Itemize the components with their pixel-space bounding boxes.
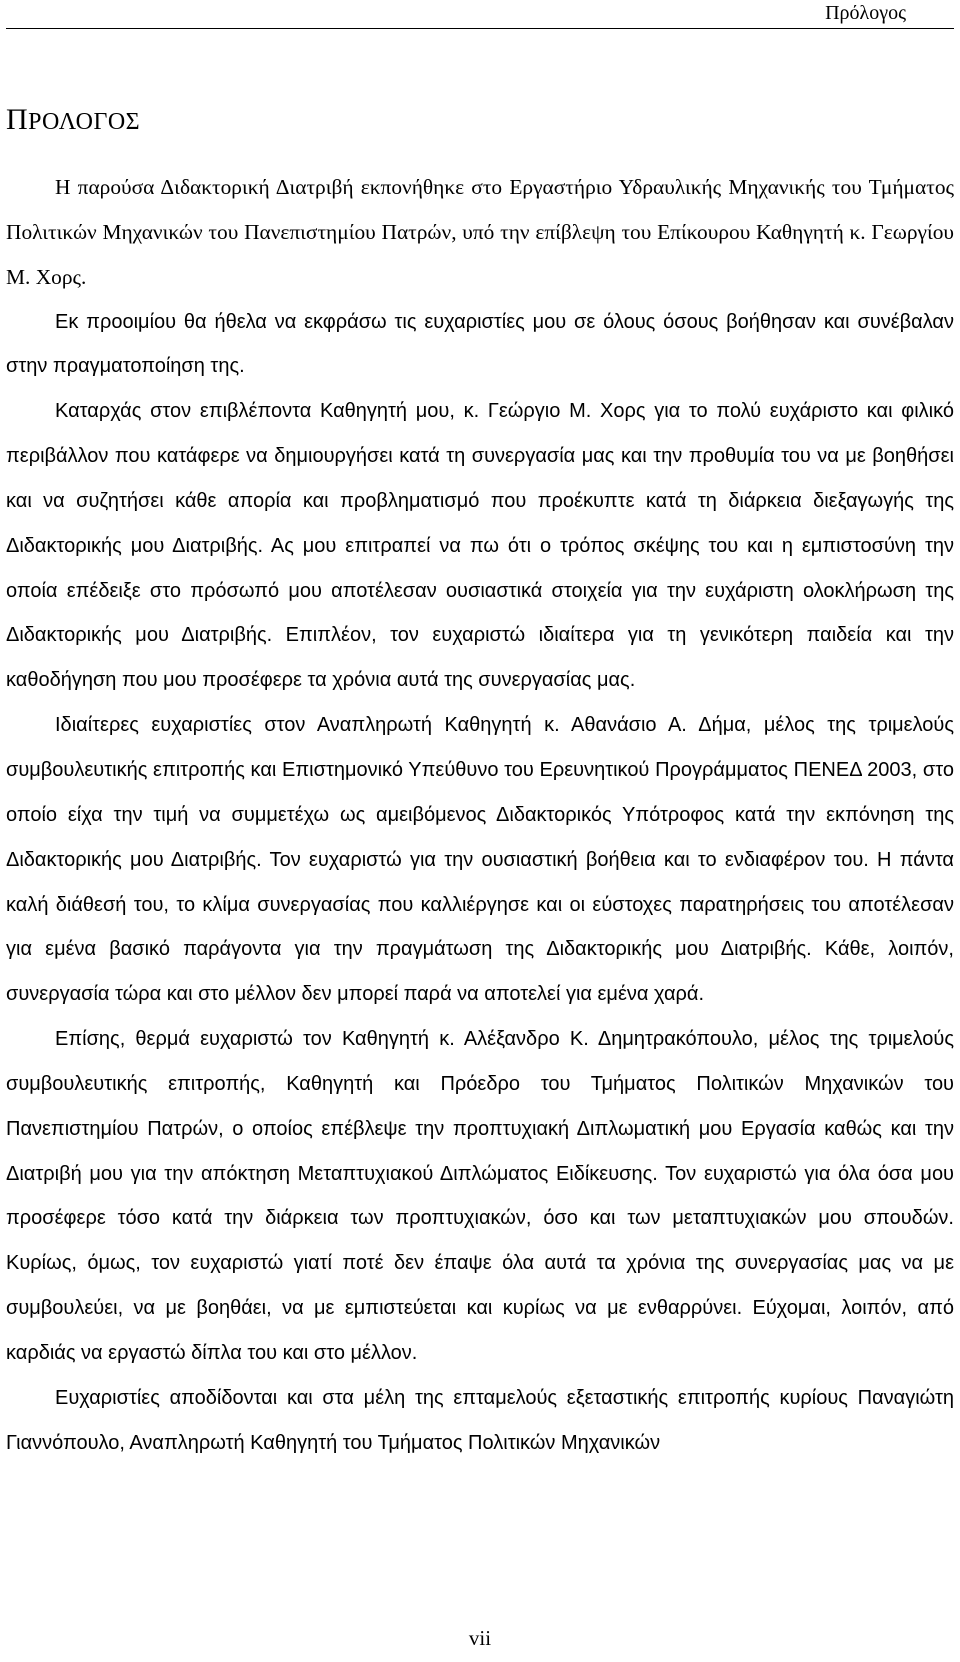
paragraph-associate-professor: Ιδιαίτερες ευχαριστίες στον Αναπληρωτή Καθηγητή κ. Αθανάσιο Α. Δήμα, μέλος της τριμελούς συμβουλευτικής επιτροπής και Επιστημονικό Υπεύθυνο του Ερευνητικού Προγράμματος ΠΕΝΕΔ 2003, στο οποίο είχα την τιμή να συμμετέχω ως αμειβόμενος Διδακτορικός Υπότροφος κατά την εκπόνηση της Διδακτορικής μου Διατριβής. Τον ευχαριστώ για την ουσιαστική βοήθεια και το ενδιαφέρον του. Η πάντα καλή διάθεσή του, το κλίμα συνεργασίας που καλλιέργησε και οι εύστοχες παρατηρήσεις του αποτέλεσαν για εμένα βασικό παράγοντα για την πραγμάτωση της Διδακτορικής μου Διατριβής. Κάθε, λοιπόν, συνεργασία τώρα και στο μέλλον δεν μπορεί παρά να αποτελεί για εμένα χαρά. (6, 714, 954, 1006)
header-divider (6, 28, 954, 29)
section-title-rest: ΡΟΛΟΓΟΣ (28, 109, 141, 135)
paragraph-professor: Επίσης, θερμά ευχαριστώ τον Καθηγητή κ. Αλέξανδρο Κ. Δημητρακόπουλο, μέλος της τριμελούς συμβουλευτικής επιτροπής, Καθηγητή και Πρόεδρο του Τμήματος Πολιτικών Μηχανικών του Πανεπιστημίου Πατρών, ο οποίος επέβλεψε την προπτυχιακή Διπλωματική μου Εργασία καθώς και την Διατριβή μου για την απόκτηση Μεταπτυχιακού Διπλώματος Ειδίκευσης. Τον ευχαριστώ για όλα όσα μου προσέφερε τόσο κατά την διάρκεια των προπτυχιακών, όσο και των μεταπτυχιακών μου σπουδών. Κυρίως, όμως, τον ευχαριστώ γιατί ποτέ δεν έπαψε όλα αυτά τα χρόνια της συνεργασίας μας να με συμβουλεύει, να με βοηθάει, να με εμπιστεύεται και κυρίως να με ενθαρρύνει. Εύχομαι, λοιπόν, από καρδιάς να εργαστώ δίπλα του και στο μέλλον. (6, 1028, 954, 1364)
paragraph-thanks-intro: Εκ προοιμίου θα ήθελα να εκφράσω τις ευχαριστίες μου σε όλους όσους βοήθησαν και συνέβαλαν στην πραγματοποίηση της. (6, 310, 954, 378)
preface-body (6, 165, 954, 1465)
section-title (6, 103, 140, 137)
paragraph-committee: Ευχαριστίες αποδίδονται και στα μέλη της επταμελούς εξεταστικής επιτροπής κυρίους Παναγιώτη Γιαννόπουλο, Αναπληρωτή Καθηγητή του Τμήματος Πολιτικών Μηχανικών (6, 1386, 954, 1454)
section-title-initial: Π (6, 103, 29, 136)
running-header-title: Πρόλογος (825, 2, 906, 24)
paragraph-supervisor: Καταρχάς στον επιβλέποντα Καθηγητή μου, κ. Γεώργιο Μ. Χορς για το πολύ ευχάριστο και φιλικό περιβάλλον που κατάφερε να δημιουργήσει κατά τη συνεργασία μας και την προθυμία του να με βοηθήσει και να συζητήσει κάθε απορία και προβληματισμό που προέκυπτε κατά τη διάρκεια διεξαγωγής της Διδακτορικής μου Διατριβής. Ας μου επιτραπεί να πω ότι ο τρόπος σκέψης του και η εμπιστοσύνη την οποία επέδειξε στο πρόσωπό μου αποτέλεσαν ουσιαστικά στοιχεία για την ευχάριστη ολοκλήρωση της Διδακτορικής μου Διατριβής. Επιπλέον, τον ευχαριστώ ιδιαίτερα για τη γενικότερη παιδεία και την καθοδήγηση που μου προσέφερε τα χρόνια αυτά της συνεργασίας μας. (6, 400, 954, 692)
page-number: vii (468, 1626, 492, 1650)
paragraph-intro: Η παρούσα Διδακτορική Διατριβή εκπονήθηκε στο Εργαστήριο Υδραυλικής Μηχανικής του Τμήματος Πολιτικών Μηχανικών του Πανεπιστημίου Πατρών, υπό την επίβλεψη του Επίκουρου Καθηγητή κ. Γεωργίου Μ. Χορς. (6, 175, 954, 289)
